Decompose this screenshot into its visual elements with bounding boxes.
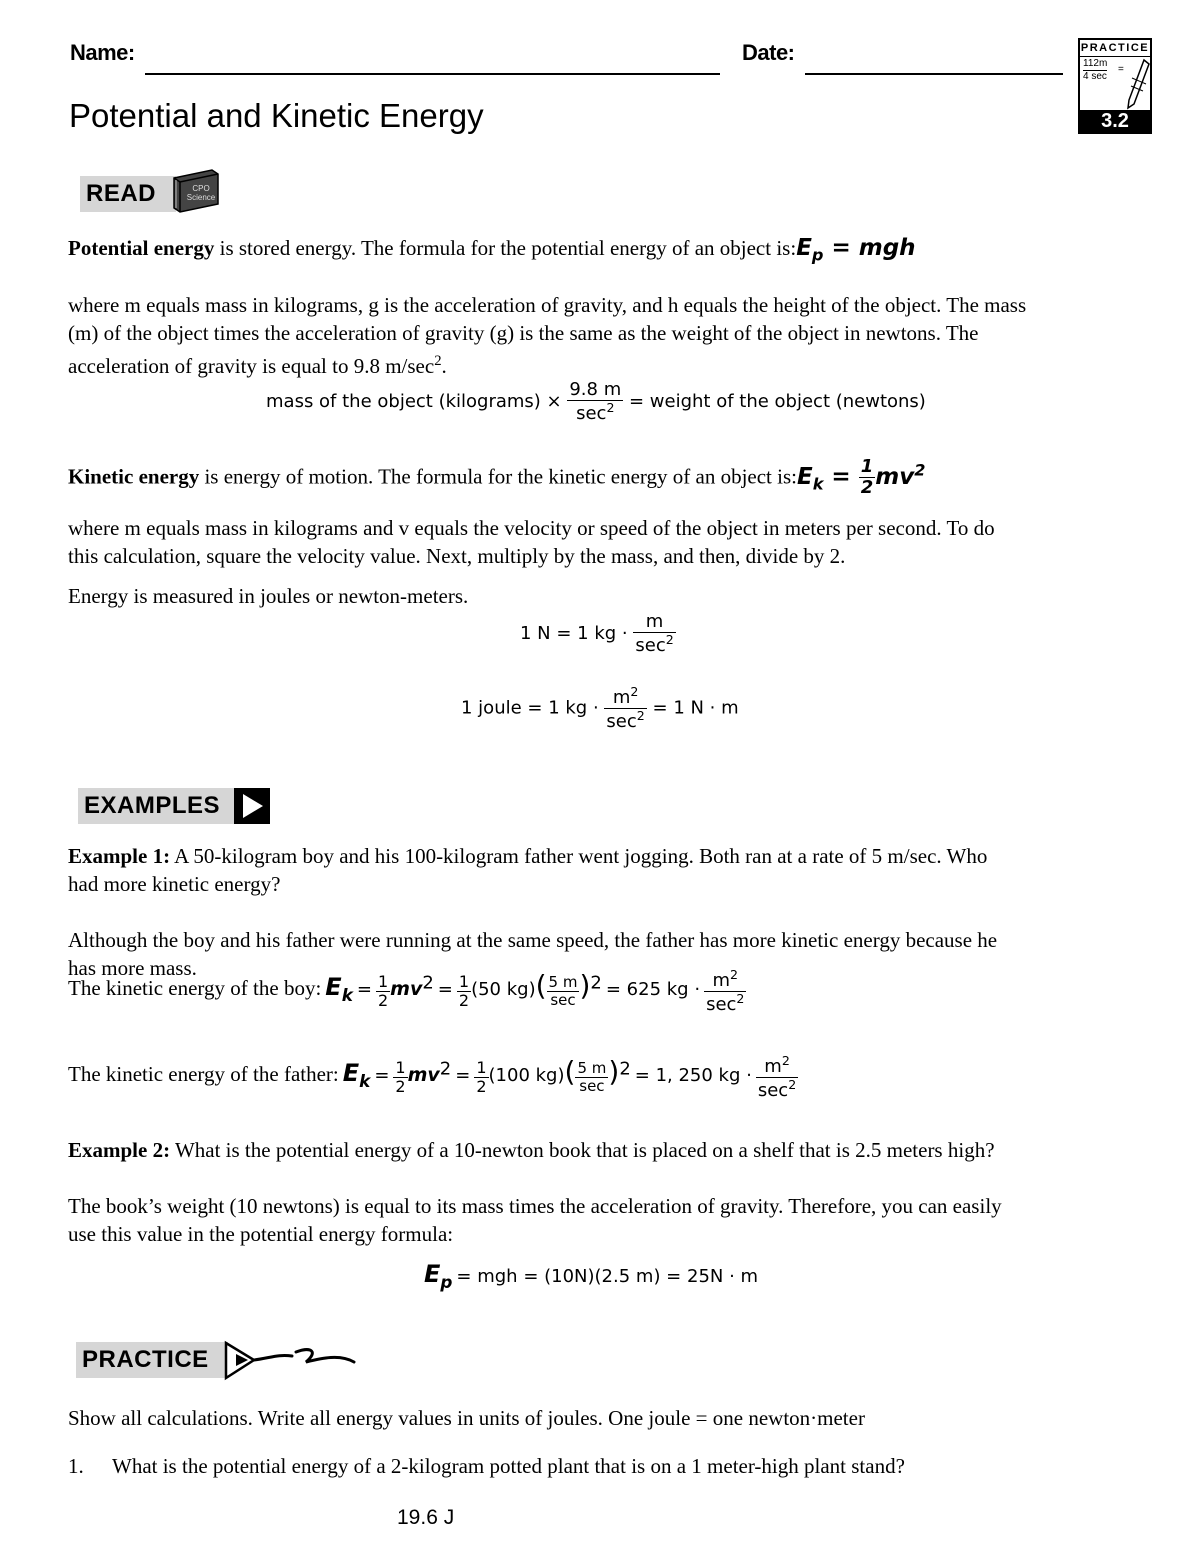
energy-units-text: Energy is measured in joules or newton-meters. <box>68 584 469 608</box>
pe-explanation-line-2: (m) of the object times the acceleration of gravity (g) is the same as the weight of the object in newtons. The <box>68 321 979 345</box>
badge-formula <box>1083 58 1107 83</box>
pe-explanation-line-3: acceleration of gravity is equal to 9.8 $m/\sec^2$. <box>68 353 447 378</box>
kinetic-energy-formula: $E_k$ = $\frac{1}{2}$ $mv^2$ <box>796 455 926 498</box>
boy-label: The kinetic energy of the boy: <box>68 975 322 1000</box>
ke-explanation-line-1: where m equals mass in kilograms and v equals the velocity or speed of the object in meters per second. To do <box>68 516 995 540</box>
book-label: CPO Science <box>186 184 216 202</box>
badge-formula-eq: = <box>1118 64 1124 75</box>
example-2-label: Example 2: <box>68 1138 171 1162</box>
badge-formula-num: 112m <box>1083 58 1108 69</box>
kinetic-energy-explanation <box>68 514 1138 570</box>
name-label: Name: <box>70 40 135 65</box>
example-2-question: Example 2: What is the potential energy of a 10-newton book that is placed on a shelf that is 2.5 meters high? <box>68 1138 995 1162</box>
pe-explanation-line-1: where m equals mass in kilograms, g is the acceleration of gravity, and h equals the height of the object. The mass <box>68 293 1027 317</box>
potential-energy-explanation <box>68 291 1138 380</box>
example-2-answer: The book’s weight (10 newtons) is equal to its mass times the acceleration of gravity. Therefore, you can easily use this value in the potential energy formula: <box>68 1194 1002 1246</box>
potential-energy-formula: $E_p$ = mgh <box>796 235 916 265</box>
practice-section-label: PRACTICE <box>76 1342 228 1378</box>
practice-instructions: Show all calculations. Write all energy values in units of joules. One joule = one newton·meter <box>68 1406 865 1430</box>
example-1-question: Example 1: A 50-kilogram boy and his 100-kilogram father went jogging. Both ran at a rate of 5 m/sec. Who had more kinetic energy? <box>68 844 988 896</box>
badge-top-text: PRACTICE <box>1080 40 1150 57</box>
weight-equation: mass of the object (kilograms) × $\frac{9.8 m}{\sec^2}$ = weight of the object (newtons) <box>266 379 926 424</box>
question-1-text: What is the potential energy of a 2-kilogram potted plant that is on a 1 meter-high plant stand? <box>112 1454 905 1478</box>
potential-energy-term: Potential energy <box>68 236 215 260</box>
example-1-label: Example 1: <box>68 844 171 868</box>
play-scribble-icon <box>222 1340 368 1382</box>
joule-equation: 1 joule = 1 kg · $\frac{m^2}{\sec^2}$ = 1 N · m <box>461 684 739 732</box>
page-title: Potential and Kinetic Energy <box>69 97 484 134</box>
question-1-answer[interactable]: 19.6 J <box>397 1506 455 1529</box>
newton-equation: 1 N = 1 kg · $\frac{m}{\sec^2}$ <box>520 611 674 656</box>
potential-energy-text: is stored energy. The formula for the potential energy of an object is: <box>214 236 797 260</box>
kinetic-energy-text: is energy of motion. The formula for the kinetic energy of an object is: <box>199 464 797 489</box>
book-icon <box>168 168 220 212</box>
example-1-answer: Although the boy and his father were running at the same speed, the father has more kinetic energy because he has more mass. <box>68 928 998 980</box>
potential-energy-calculation: $E_p$ = mgh = (10N)(2.5 m) = 25N · m <box>424 1260 759 1292</box>
kinetic-energy-term: Kinetic energy <box>68 464 200 489</box>
ke-explanation-line-2: this calculation, square the velocity value. Next, multiply by the mass, and then, divide by 2. <box>68 544 846 568</box>
read-section-label: READ <box>80 176 176 212</box>
name-line[interactable] <box>145 73 720 75</box>
date-line[interactable] <box>805 73 1063 75</box>
pencil-icon <box>1124 58 1150 112</box>
question-1-number: 1. <box>68 1454 84 1478</box>
boy-kinetic-energy: The kinetic energy of the boy: $E_k$ = $\frac{1}{2}$ $mv^2$ = $\frac{1}{2}$ (50 kg)( $\frac{5 m}{\sec}$ )$^2$ = 625 kg ⋅ $\frac{m^2}{\sec^2}$ <box>68 967 745 1015</box>
practice-badge <box>1078 38 1152 134</box>
badge-number: 3.2 <box>1080 110 1150 132</box>
examples-section-label: EXAMPLES <box>78 788 236 824</box>
date-label: Date: <box>742 40 795 65</box>
father-kinetic-energy: The kinetic energy of the father: $E_k$ = $\frac{1}{2}$ $mv^2$ = $\frac{1}{2}$ (100 kg)( $\frac{5 m}{\sec}$ )$^2$ = 1, 250 kg ⋅ $\frac{m^2}{\sec^2}$ <box>68 1053 797 1101</box>
badge-formula-den: 4 sec <box>1083 71 1107 82</box>
potential-energy-definition <box>68 234 1138 270</box>
kinetic-energy-definition <box>68 456 1138 498</box>
father-label: The kinetic energy of the father: <box>68 1061 339 1086</box>
play-arrow-icon <box>234 788 270 824</box>
